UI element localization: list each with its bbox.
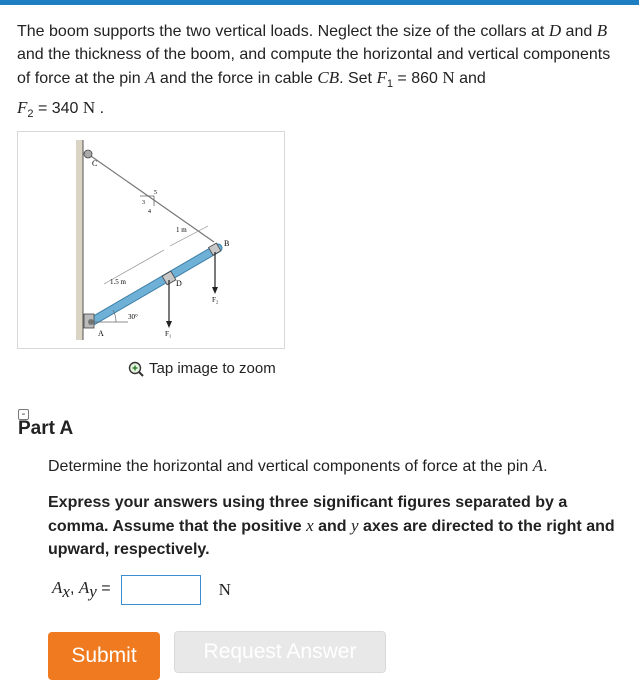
wall [76,140,83,340]
pin-C [84,150,92,158]
cable-CB [88,154,214,242]
submit-button[interactable]: Submit [48,632,160,680]
var-F2: F [17,98,28,118]
label-1m: 1 m [176,226,187,234]
instr-text-2: and [313,518,352,535]
var-A: A [145,68,156,87]
label-5: 5 [154,190,157,196]
task-end: . [543,458,548,475]
part-title: Part A [18,418,74,439]
label-A: A [98,329,104,338]
problem-figure[interactable] [17,131,285,349]
answer-label [52,578,111,602]
label-30deg: 30° [128,313,138,321]
top-accent-bar [0,0,639,5]
zoom-in-icon [128,361,144,377]
tap-to-zoom[interactable] [128,360,276,377]
answer-instructions [48,491,623,561]
F1-value: = 860 [392,70,443,87]
var-B: B [596,21,608,40]
part-task [48,456,548,476]
var-F2-sub: 2 [27,108,34,121]
instr-text-3: axes are directed to the right and upward, respectively. [48,518,615,558]
label-sep: , [69,579,79,597]
label-Ax-sub: x [62,582,70,602]
problem-text-3: and the thickness of the boom, and compute the horizontal and vertical components of force at the pin [17,46,611,87]
problem-statement [17,19,617,126]
task-text: Determine the horizontal and vertical components of force at the pin [48,458,533,475]
label-B: B [224,239,230,248]
var-D: D [548,21,562,40]
instr-var-x: x [306,516,314,535]
label-C: C [92,159,98,168]
F2-value: = 340 [33,100,83,118]
label-4: 4 [148,209,151,215]
instr-text-1: Express your answers using three significant figures separated by a comma. Assume that the positive [48,494,568,535]
var-F1-sub: 1 [386,78,393,91]
unit-N: N [442,68,455,87]
problem-text-5: . Set [339,70,377,87]
label-D: D [176,279,182,288]
unit-N-2: N [82,98,96,118]
instr-var-y: y [351,516,359,535]
boom-diagram [18,132,284,348]
label-1-5m: 1.5 m [110,278,126,286]
request-answer-button[interactable]: Request Answer [174,631,386,673]
label-Ay-sub: y [89,582,97,602]
collapse-toggle-icon[interactable]: - [18,409,29,420]
problem-text-1: The boom supports the two vertical loads. Neglect the size of the collars at [17,23,549,40]
var-F1: F [376,68,387,87]
problem-text-6: and [454,70,486,87]
label-3: 3 [142,200,145,206]
answer-row [52,575,231,605]
problem-text-2: and [561,23,597,40]
problem-text-7: . [95,100,105,118]
label-Ay: A [78,577,90,597]
answer-unit: N [218,580,231,599]
label-Ax: A [52,577,63,597]
label-F2: F₂ [212,296,219,304]
task-var-A: A [532,456,544,475]
problem-text-4: and the force in cable [155,70,318,87]
label-F1: F₁ [165,330,172,338]
var-CB: CB [317,68,340,87]
zoom-label: Tap image to zoom [149,360,276,377]
answer-input[interactable] [121,575,201,605]
label-eq: = [96,579,111,597]
